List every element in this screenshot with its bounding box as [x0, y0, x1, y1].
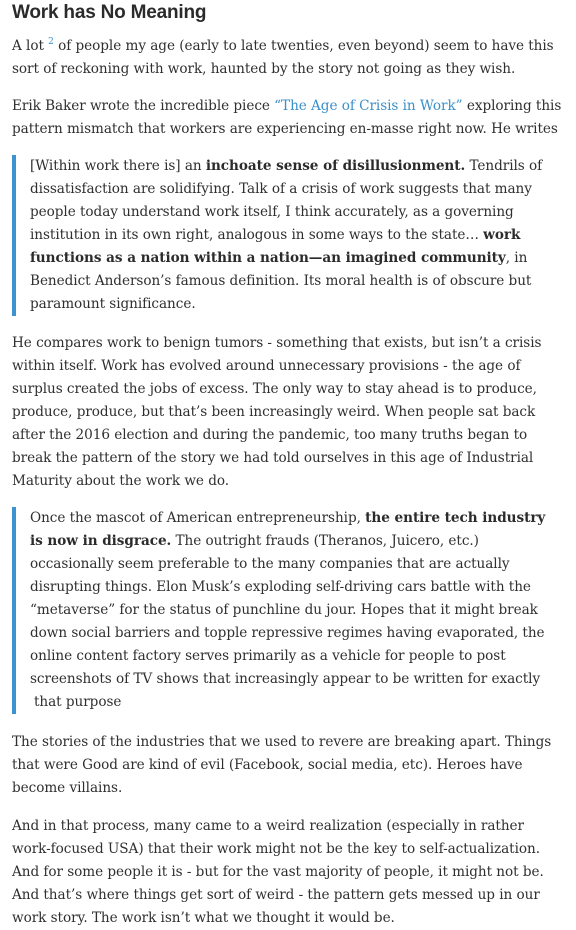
footnote-ref[interactable]: 2 [48, 37, 54, 47]
blockquote-baker [12, 155, 564, 316]
paragraph-text: Erik Baker wrote the incredible piece [12, 98, 275, 114]
paragraph-intro [12, 35, 564, 81]
quote-segment: The outright frauds (Theranos, Juicero, etc.) occasionally seem preferable to the many companies that are actually disrupting things. Elon Musk’s exploding self-driving cars battle with the “metaverse” for the status of punchline du jour. Hopes that it might break down social barriers and topple repressive regimes having evaporated, the online content factory serves primarily as a vehicle for people to post screenshots of TV shows that increasingly appear to be written for exactly [30, 533, 545, 687]
quote-segment: that purpose [34, 694, 122, 710]
quote-segment: [Within work there is] an [30, 158, 206, 174]
quote-text [30, 155, 560, 316]
quote-segment: Once the mascot of American entrepreneurship, [30, 510, 366, 526]
paragraph-baker [12, 95, 564, 141]
paragraph-tumors: He compares work to benign tumors - something that exists, but isn’t a crisis within itself. Work has evolved around unnecessary provisions - the age of surplus created the jobs of excess. The only way to stay ahead is to produce, produce, produce, but that’s been increasingly weird. When people sat back after the 2016 election and during the pandemic, too many truths began to break the pattern of the story we had told ourselves in this age of Industrial Maturity about the work we do. [12, 335, 542, 489]
paragraph-text: exploring this pattern mismatch that workers are experiencing en-masse right now. He writes [12, 98, 562, 137]
article-heading: Work has No Meaning [12, 2, 207, 23]
quote-text [30, 507, 560, 714]
quote-segment: , in Benedict Anderson’s famous definition. Its moral health is of obscure but paramount significance. [30, 250, 532, 312]
quote-bold: the entire tech industry is now in disgrace. [30, 510, 546, 549]
paragraph-industries: The stories of the industries that we used to revere are breaking apart. Things that were Good are kind of evil (Facebook, social media, etc). Heroes have become villains. [12, 734, 552, 796]
blockquote-tech-industry [12, 507, 564, 714]
quote-bold: inchoate sense of disillusionment. [205, 158, 466, 174]
paragraph-text: A lot [12, 38, 49, 54]
quote-segment: Tendrils of dissatisfaction are solidifying. Talk of a crisis of work suggests that many people today understand work itself, I think accurately, as a governing institution in its own right, analogous in some ways to the state… [30, 158, 543, 243]
quote-bold: work functions as a nation within a nation—an imagined community [30, 227, 521, 266]
paragraph-realization: And in that process, many came to a weird realization (especially in rather work-focused USA) that their work might not be the key to self-actualization. And for some people it is - but for the vast majority of people, it might not be. And that’s where things get sort of weird - the pattern gets messed up in our work story. The work isn’t what we thought it would be. [12, 818, 544, 926]
article-link-age-of-crisis[interactable]: “The Age of Crisis in Work” [274, 98, 463, 114]
paragraph-text: of people my age (early to late twenties, even beyond) seem to have this sort of reckoning with work, haunted by the story not going as they wish. [12, 38, 554, 77]
article [12, 0, 564, 930]
